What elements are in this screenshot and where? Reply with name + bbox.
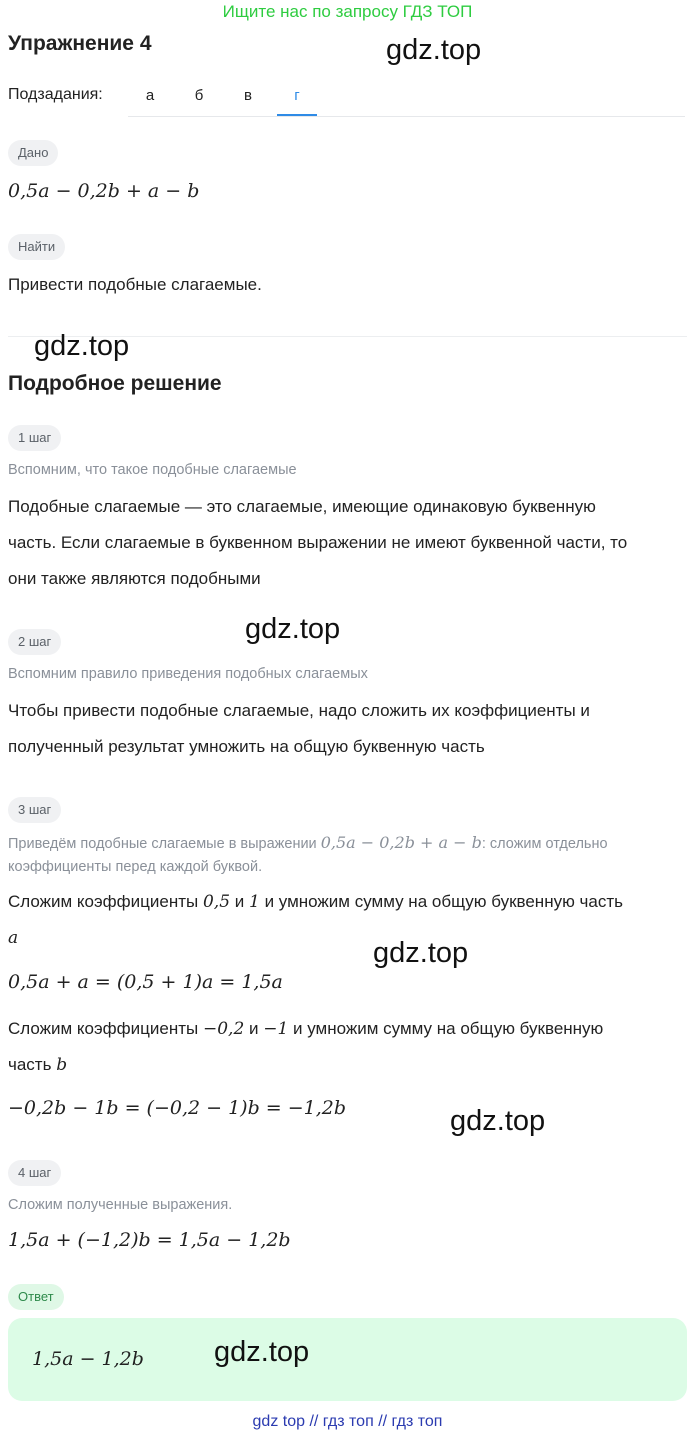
text: Сложим коэффициенты — [8, 1019, 199, 1038]
math-inline: 0,5 — [202, 892, 231, 912]
hint-line: коэффициенты перед каждой буквой. — [8, 859, 263, 875]
solution-title: Подробное решение — [8, 372, 222, 395]
given-expression: 0,5a − 0,2b + a − b — [8, 180, 200, 202]
text-line: Подобные слагаемые — это слагаемые, имеющие одинаковую буквенную — [8, 497, 596, 516]
tab-v[interactable]: в — [244, 87, 252, 104]
answer-pill: Ответ — [8, 1284, 64, 1310]
step2-pill-wrap — [8, 629, 61, 655]
step2-text — [8, 693, 688, 765]
step1-pill: 1 шаг — [8, 425, 61, 451]
math-inline: −0,2 — [202, 1019, 245, 1039]
given-pill: Дано — [8, 140, 58, 166]
tab-b[interactable]: б — [194, 87, 204, 104]
step3-equation1: 0,5a + a = (0,5 + 1)a = 1,5a — [8, 971, 283, 993]
step2-hint: Вспомним правило приведения подобных слагаемых — [8, 666, 368, 682]
answer-value: 1,5a − 1,2b — [32, 1348, 144, 1370]
hint-text: : сложим отдельно — [481, 836, 608, 852]
step3-hint — [8, 831, 688, 879]
hint-expression: 0,5a − 0,2b + a − b — [320, 833, 482, 852]
footer-links[interactable]: gdz top // гдз топ // гдз топ — [252, 1413, 443, 1430]
tab-g[interactable]: г — [277, 78, 317, 116]
math-inline: a — [8, 928, 19, 948]
step3-equation2: −0,2b − 1b = (−0,2 − 1)b = −1,2b — [8, 1097, 347, 1119]
answer-box — [8, 1318, 687, 1401]
math-inline: b — [56, 1055, 68, 1075]
math-inline: −1 — [263, 1019, 289, 1039]
hint-text: Приведём подобные слагаемые в выражении — [8, 836, 317, 852]
subtasks-label: Подзадания: — [8, 86, 103, 103]
step1-hint: Вспомним, что такое подобные слагаемые — [8, 462, 297, 478]
step4-pill: 4 шаг — [8, 1160, 61, 1186]
step4-pill-wrap — [8, 1160, 61, 1186]
step1-text — [8, 489, 688, 597]
find-pill-wrap — [8, 234, 65, 260]
text-line: часть. Если слагаемые в буквенном выражении не имеют буквенной части, то — [8, 533, 628, 552]
subtasks-tabs — [128, 78, 685, 117]
step1-pill-wrap — [8, 425, 61, 451]
given-pill-wrap — [8, 140, 58, 166]
watermark: gdz.top — [34, 330, 130, 362]
page-title: Упражнение 4 — [8, 32, 152, 55]
promo-banner[interactable]: Ищите нас по запросу ГДЗ ТОП — [222, 2, 473, 21]
watermark: gdz.top — [245, 613, 341, 645]
text-line: полученный результат умножить на общую буквенную часть — [8, 737, 485, 756]
step4-equation: 1,5a + (−1,2)b = 1,5a − 1,2b — [8, 1229, 291, 1251]
watermark: gdz.top — [450, 1105, 546, 1137]
step3-pill-wrap — [8, 797, 61, 823]
math-inline: 1 — [249, 892, 260, 912]
text: и умножим сумму на общую буквенную часть — [264, 892, 624, 911]
watermark: gdz.top — [214, 1336, 310, 1368]
text: и умножим сумму на общую буквенную — [293, 1019, 604, 1038]
step4-hint: Сложим полученные выражения. — [8, 1197, 233, 1213]
hint-line — [8, 831, 688, 856]
step3-paragraph2 — [8, 1011, 688, 1083]
text: и — [234, 892, 245, 911]
text: и — [249, 1019, 259, 1038]
text: Сложим коэффициенты — [8, 892, 199, 911]
text: часть — [8, 1055, 52, 1074]
find-text: Привести подобные слагаемые. — [8, 275, 262, 294]
tab-a[interactable]: а — [145, 87, 155, 104]
find-pill: Найти — [8, 234, 65, 260]
answer-pill-wrap — [8, 1284, 64, 1310]
step3-pill: 3 шаг — [8, 797, 61, 823]
step3-paragraph1 — [8, 884, 688, 956]
watermark: gdz.top — [386, 34, 482, 66]
watermark: gdz.top — [373, 937, 469, 969]
step2-pill: 2 шаг — [8, 629, 61, 655]
text-line: Чтобы привести подобные слагаемые, надо сложить их коэффициенты и — [8, 701, 590, 720]
text-line: они также являются подобными — [8, 569, 261, 588]
